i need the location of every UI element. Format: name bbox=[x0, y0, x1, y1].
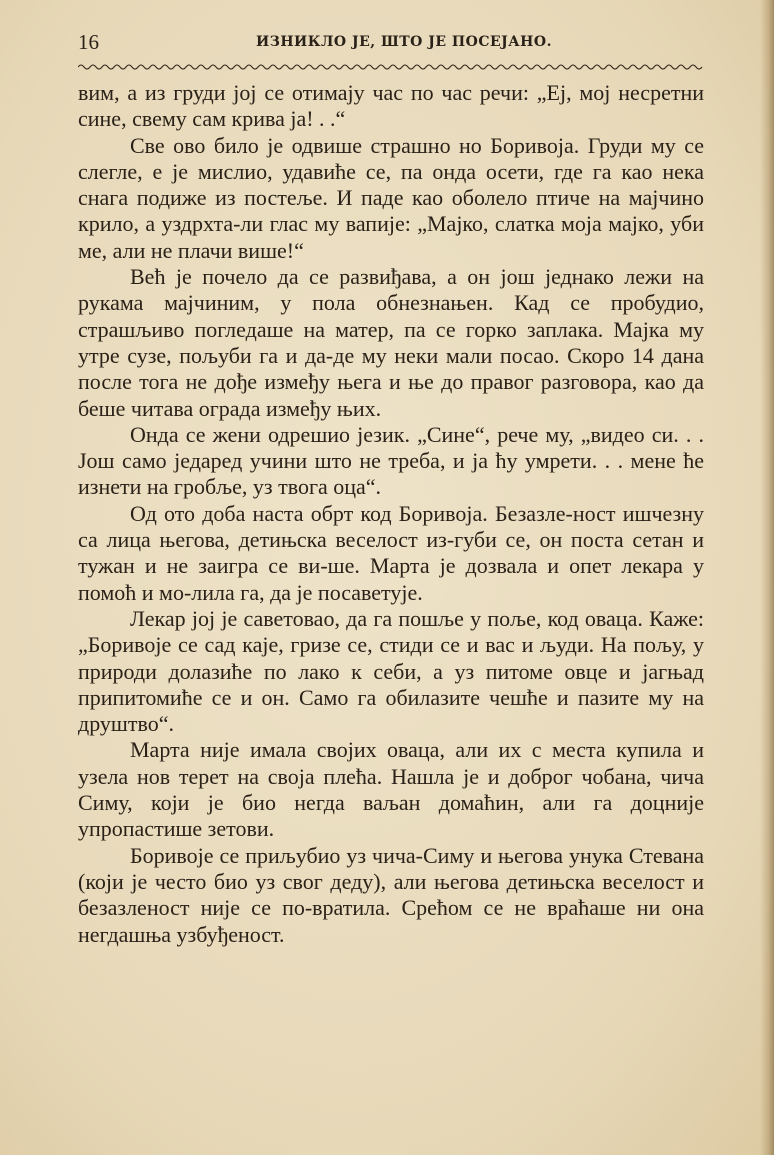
paragraph: Већ је почело да се развиђава, а он још једнако лежи на рукама мајчиним, у пола обнезнањен. Кад се пробудио, страшљиво погледаше на матер, па се горко заплака. Мајка му утре сузе, пољуби га и да-де му неки мали посао. Скоро 14 дана после тога не дође између њега и ње до правог разговора, као да беше читава ограда између њих. bbox=[78, 264, 704, 421]
running-title: ИЗНИКЛО ЈЕ, ШТО ЈЕ ПОСЕЈАНО. bbox=[256, 34, 552, 50]
paragraph: Боривоје се приљубио уз чича-Симу и његова унука Стевана (који је често био уз свог деду), али његова детињска веселост и безазленост није се по-вратила. Срећом се не враћаше ни она негдашња узбуђеност. bbox=[78, 842, 704, 947]
paragraph: Марта није имала својих оваца, али их с места купила и узела нов терет на своја плећа. Нашла је и доброг чобана, чича Симу, који је био негда ваљан домаћин, али га доцније упропастише зетови. bbox=[78, 737, 704, 842]
paragraph: Од ото доба наста обрт код Боривоја. Безазле-ност ишчезну са лица његова, детињска веселост из-губи се, он поста сетан и тужан и не заигра се ви-ше. Марта је дозвала и опет лекара у помоћ и мо-лила га, да је посаветује. bbox=[78, 500, 704, 605]
body-text bbox=[78, 80, 704, 948]
paragraph: Све ово било је одвише страшно но Боривоја. Груди му се слегле, е је мислио, удавиће се, па онда осети, где га као нека снага подиже из постеље. И паде као оболело птиче на мајчино крило, а уздрхта-ли глас му вапије: „Мајко, слатка моја мајко, уби ме, али не плачи више!“ bbox=[78, 132, 704, 263]
paragraph: вим, а из груди јој се отимају час по час речи: „Еј, мој несретни сине, свему сам крива ја! . .“ bbox=[78, 80, 704, 132]
paragraph: Онда се жени одрешио језик. „Сине“, рече му, „видео си. . . Још само једаред учини што не треба, и ја ћу умрети. . . мене ће изнети на гробље, уз твога оца“. bbox=[78, 421, 704, 500]
page-header bbox=[78, 26, 704, 58]
paragraph: Лекар јој је саветовао, да га пошље у поље, код оваца. Каже: „Боривоје се сад каје, гризе се, стиди се и вас и људи. На пољу, у природи долазиће по лако к себи, а уз питоме овце и јагњад припитомиће се и он. Само га обилазите чешће и пазите му на друштво“. bbox=[78, 605, 704, 737]
page-edge-shadow bbox=[760, 0, 774, 1155]
header-wavy-rule bbox=[78, 62, 704, 72]
page-number: 16 bbox=[78, 30, 99, 54]
